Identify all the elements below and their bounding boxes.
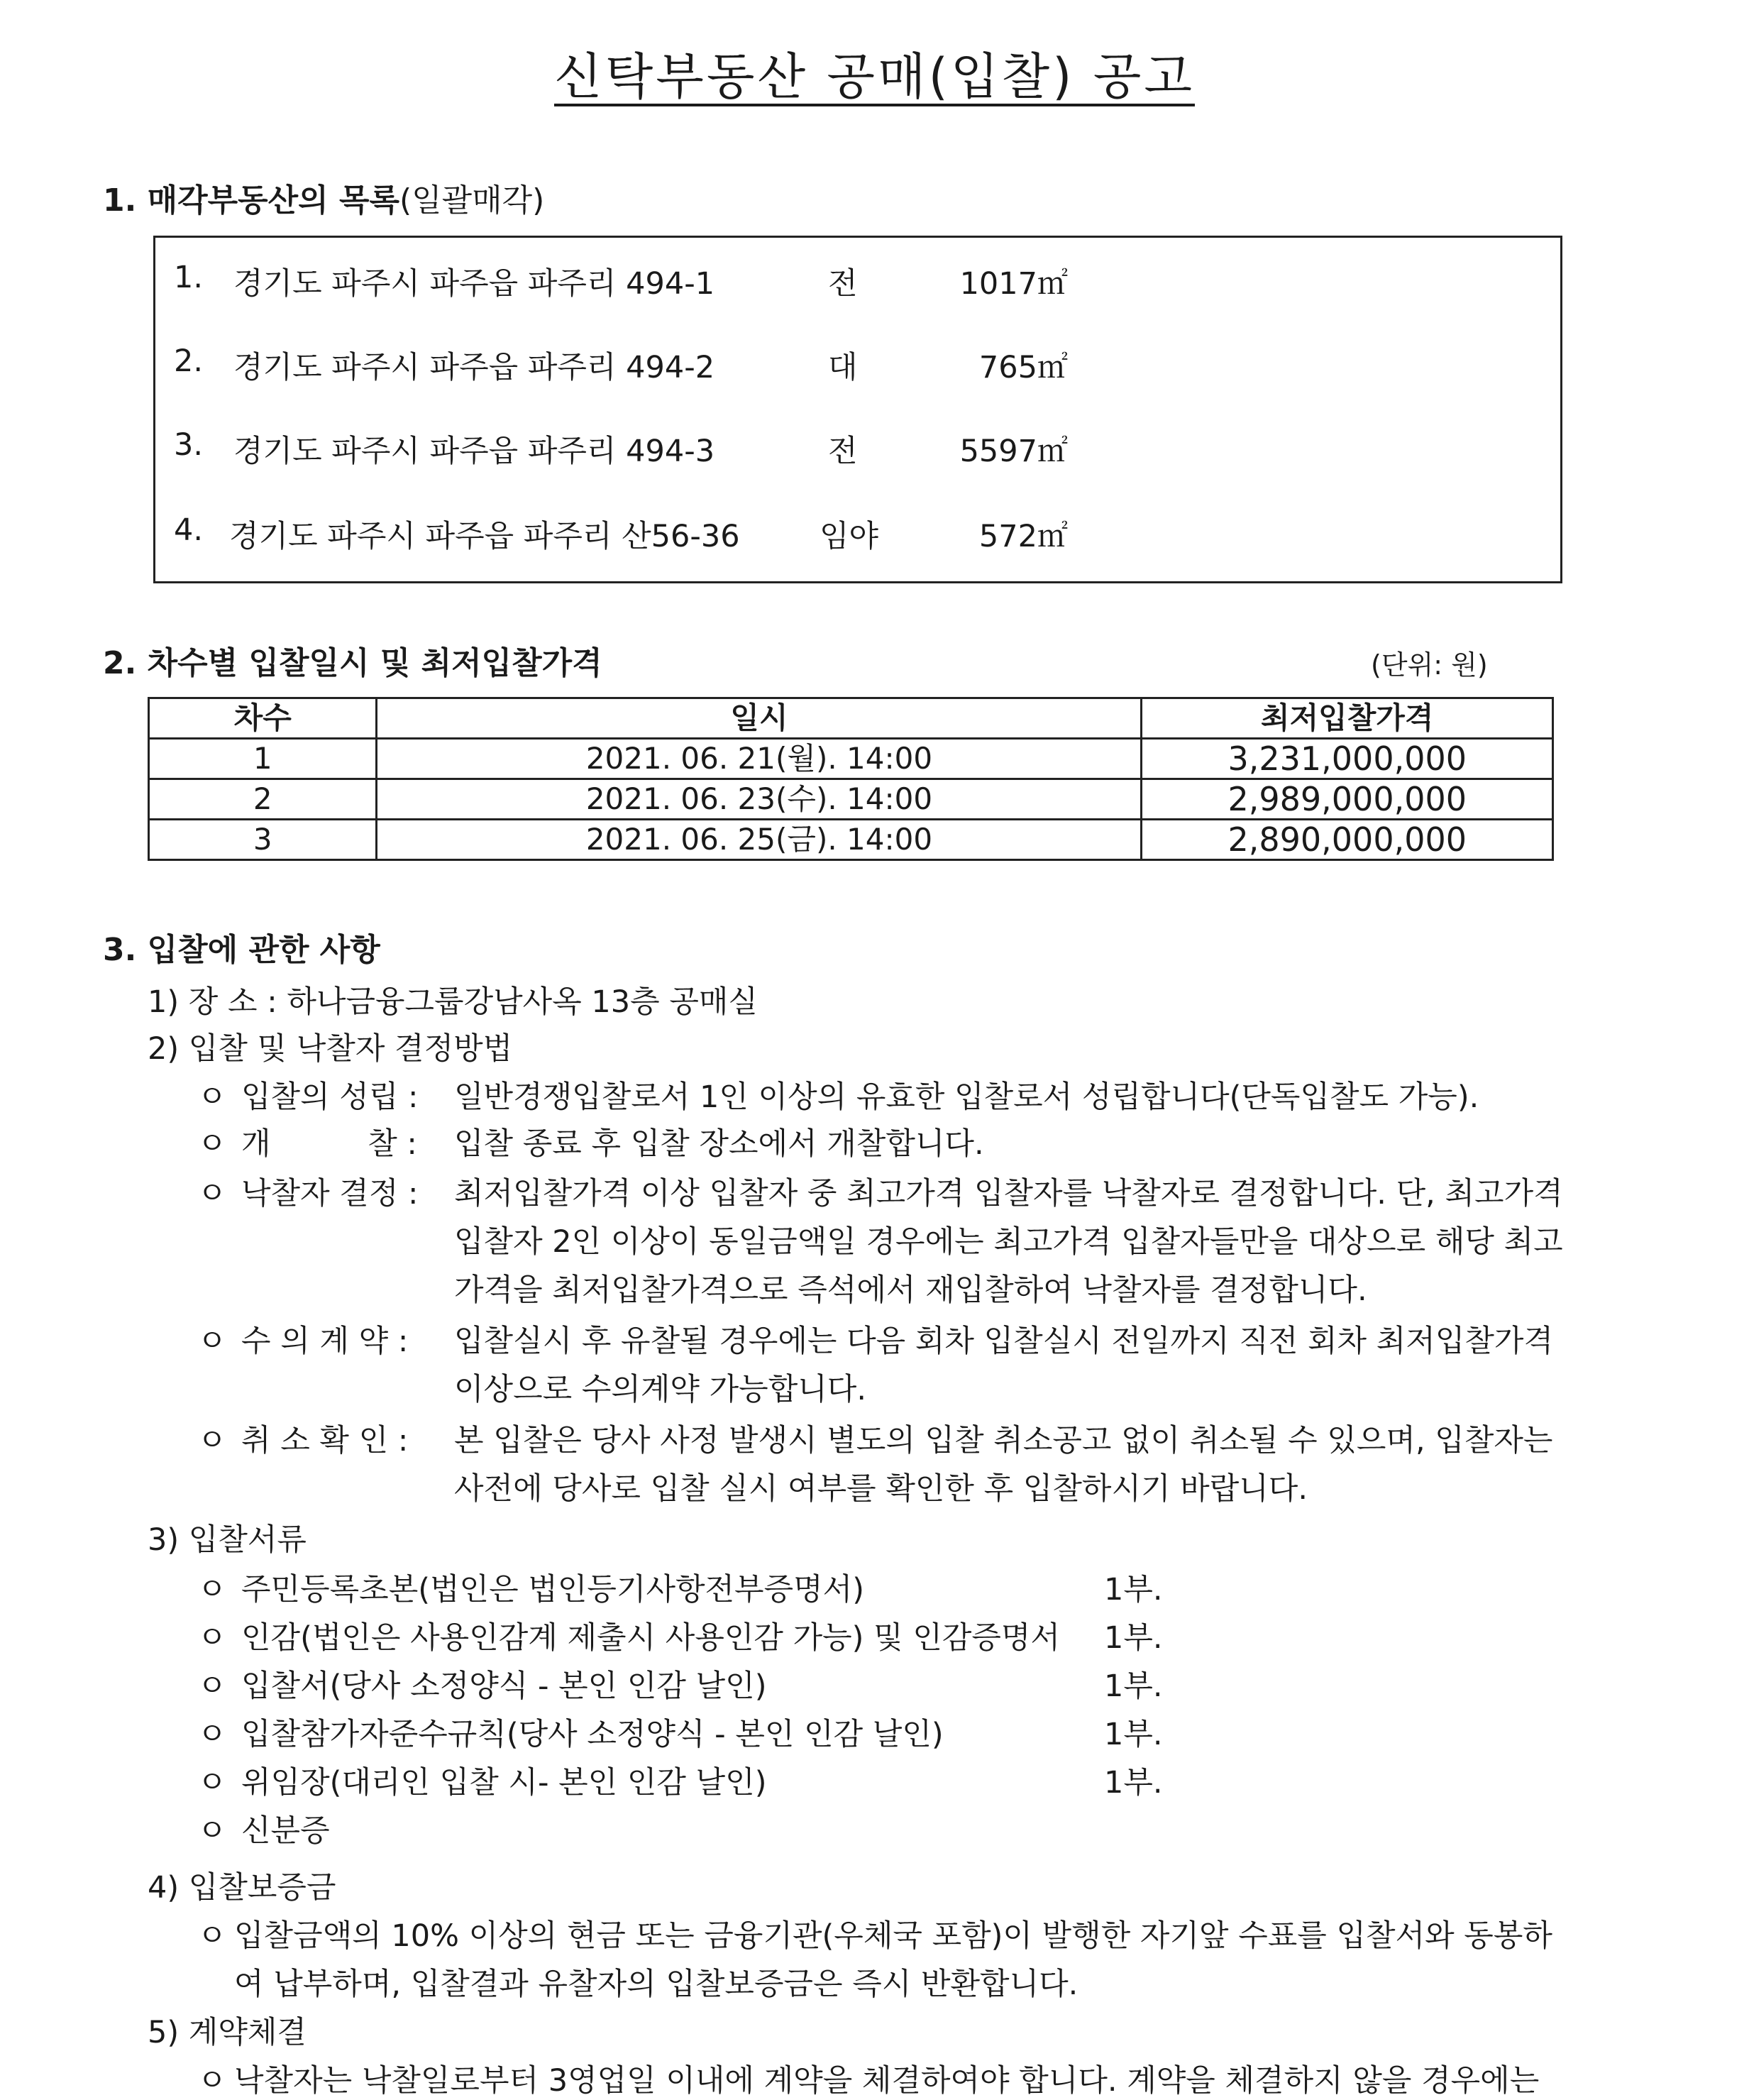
item-land-type: 대 — [828, 350, 858, 385]
table-row — [149, 820, 1553, 860]
table-header-row — [149, 698, 1553, 739]
item-area: 765㎡ — [978, 350, 1068, 385]
round-cell: 2 — [149, 779, 377, 820]
doc-name: 입찰참가자준수규칙(당사 소정양식 - 본인 인감 날인) — [241, 1717, 944, 1752]
round-cell: 1 — [149, 739, 377, 779]
method-text-line: 일반경쟁입찰로서 1인 이상의 유효한 입찰로서 성립합니다(단독입찰도 가능). — [454, 1079, 1479, 1115]
section1-heading: 1. 매각부동산의 목록(일괄매각) — [103, 182, 545, 219]
method-label: 취 소 확 인 : — [241, 1423, 409, 1458]
item-number: 3. — [174, 427, 204, 463]
item-land-type: 전 — [828, 266, 858, 302]
schedule-table — [148, 697, 1554, 861]
bullet-mark: ㅇ — [197, 1176, 227, 1211]
item-land-type: 전 — [828, 434, 858, 469]
bullet-mark: ㅇ — [197, 1079, 227, 1115]
item-area: 5597㎡ — [959, 434, 1068, 469]
method-label: 개 찰 : — [241, 1126, 417, 1162]
contract-text-line: 낙찰자는 낙찰일로부터 3영업일 이내에 계약을 체결하여야 합니다. 계약을 체결하지 않을 경우에는 — [234, 2063, 1540, 2099]
section2-heading: 2. 차수별 입찰일시 및 최저입찰가격 — [103, 645, 602, 681]
method-text-line: 입찰 종료 후 입찰 장소에서 개찰합니다. — [454, 1126, 984, 1162]
price-cell: 2,890,000,000 — [1142, 820, 1553, 860]
datetime-cell: 2021. 06. 21(월). 14:00 — [377, 739, 1142, 779]
item-address: 경기도 파주시 파주읍 파주리 494-1 — [233, 266, 715, 302]
item-land-type: 임야 — [820, 519, 879, 554]
doc-count: 1부. — [1104, 1620, 1163, 1656]
doc-name: 신분증 — [241, 1813, 330, 1849]
datetime-cell: 2021. 06. 25(금). 14:00 — [377, 820, 1142, 860]
doc-name: 주민등록초본(법인은 법인등기사항전부증명서) — [241, 1572, 864, 1607]
header-round: 차수 — [149, 698, 377, 739]
method-text-line: 최저입찰가격 이상 입찰자 중 최고가격 입찰자를 낙찰자로 결정합니다. 단, 최고가격 — [454, 1176, 1563, 1211]
method-label: 입찰의 성립 : — [241, 1079, 419, 1115]
method-text-line: 이상으로 수의계약 가능합니다. — [454, 1372, 866, 1407]
bullet-mark: ㅇ — [197, 1765, 227, 1801]
bullet-mark: ㅇ — [197, 1126, 227, 1162]
bullet-mark: ㅇ — [197, 1572, 227, 1607]
item-address: 경기도 파주시 파주읍 파주리 494-3 — [233, 434, 715, 469]
item-number: 4. — [174, 512, 204, 548]
place-line: 1) 장 소 : 하나금융그룹강남사옥 13층 공매실 — [148, 984, 758, 1020]
doc-count: 1부. — [1104, 1669, 1163, 1704]
bullet-mark: ㅇ — [197, 1918, 227, 1954]
doc-name: 인감(법인은 사용인감계 제출시 사용인감 가능) 및 인감증명서 — [241, 1620, 1061, 1656]
page-title: 신탁부동산 공매(입찰) 공고 — [554, 48, 1195, 106]
bullet-mark: ㅇ — [197, 1813, 227, 1849]
bullet-mark: ㅇ — [197, 1423, 227, 1458]
doc-name: 위임장(대리인 입찰 시- 본인 인감 날인) — [241, 1765, 767, 1801]
bullet-mark: ㅇ — [197, 1324, 227, 1359]
header-datetime: 일시 — [377, 698, 1142, 739]
deposit-heading: 4) 입찰보증금 — [148, 1870, 336, 1906]
header-price: 최저입찰가격 — [1142, 698, 1553, 739]
method-text-line: 본 입찰은 당사 사정 발생시 별도의 입찰 취소공고 없이 취소될 수 있으며, 입찰자는 — [454, 1423, 1553, 1458]
price-cell: 2,989,000,000 — [1142, 779, 1553, 820]
method-label: 수 의 계 약 : — [241, 1324, 409, 1359]
docs-heading: 3) 입찰서류 — [148, 1522, 307, 1558]
method-text-line: 가격을 최저입찰가격으로 즉석에서 재입찰하여 낙찰자를 결정합니다. — [454, 1272, 1367, 1308]
method-heading: 2) 입찰 및 낙찰자 결정방법 — [148, 1031, 513, 1067]
item-area: 572㎡ — [978, 519, 1068, 554]
doc-count: 1부. — [1104, 1765, 1163, 1801]
item-number: 2. — [174, 343, 204, 379]
table-row — [149, 739, 1553, 779]
doc-count: 1부. — [1104, 1572, 1163, 1607]
round-cell: 3 — [149, 820, 377, 860]
deposit-text-line: 입찰금액의 10% 이상의 현금 또는 금융기관(우체국 포함)이 발행한 자기앞 수표를 입찰서와 동봉하 — [234, 1918, 1552, 1954]
item-address: 경기도 파주시 파주읍 파주리 산56-36 — [229, 519, 740, 554]
unit-label: (단위: 원) — [1371, 649, 1488, 681]
bullet-mark: ㅇ — [197, 1717, 227, 1752]
price-cell: 3,231,000,000 — [1142, 739, 1553, 779]
doc-count: 1부. — [1104, 1717, 1163, 1752]
deposit-text-line: 여 납부하며, 입찰결과 유찰자의 입찰보증금은 즉시 반환합니다. — [234, 1967, 1078, 2002]
section3-heading: 3. 입찰에 관한 사항 — [103, 932, 380, 968]
method-text-line: 사전에 당사로 입찰 실시 여부를 확인한 후 입찰하시기 바랍니다. — [454, 1471, 1308, 1507]
table-row — [149, 779, 1553, 820]
method-label: 낙찰자 결정 : — [241, 1176, 419, 1211]
item-number: 1. — [174, 260, 204, 295]
item-area: 1017㎡ — [959, 266, 1068, 302]
method-text-line: 입찰실시 후 유찰될 경우에는 다음 회차 입찰실시 전일까지 직전 회차 최저입찰가격 — [454, 1324, 1553, 1359]
contract-heading: 5) 계약체결 — [148, 2015, 307, 2050]
bullet-mark: ㅇ — [197, 1669, 227, 1704]
datetime-cell: 2021. 06. 23(수). 14:00 — [377, 779, 1142, 820]
bullet-mark: ㅇ — [197, 2063, 227, 2099]
bullet-mark: ㅇ — [197, 1620, 227, 1656]
item-address: 경기도 파주시 파주읍 파주리 494-2 — [233, 350, 715, 385]
method-text-line: 입찰자 2인 이상이 동일금액일 경우에는 최고가격 입찰자들만을 대상으로 해당 최고 — [454, 1224, 1563, 1260]
doc-name: 입찰서(당사 소정양식 - 본인 인감 날인) — [241, 1669, 767, 1704]
